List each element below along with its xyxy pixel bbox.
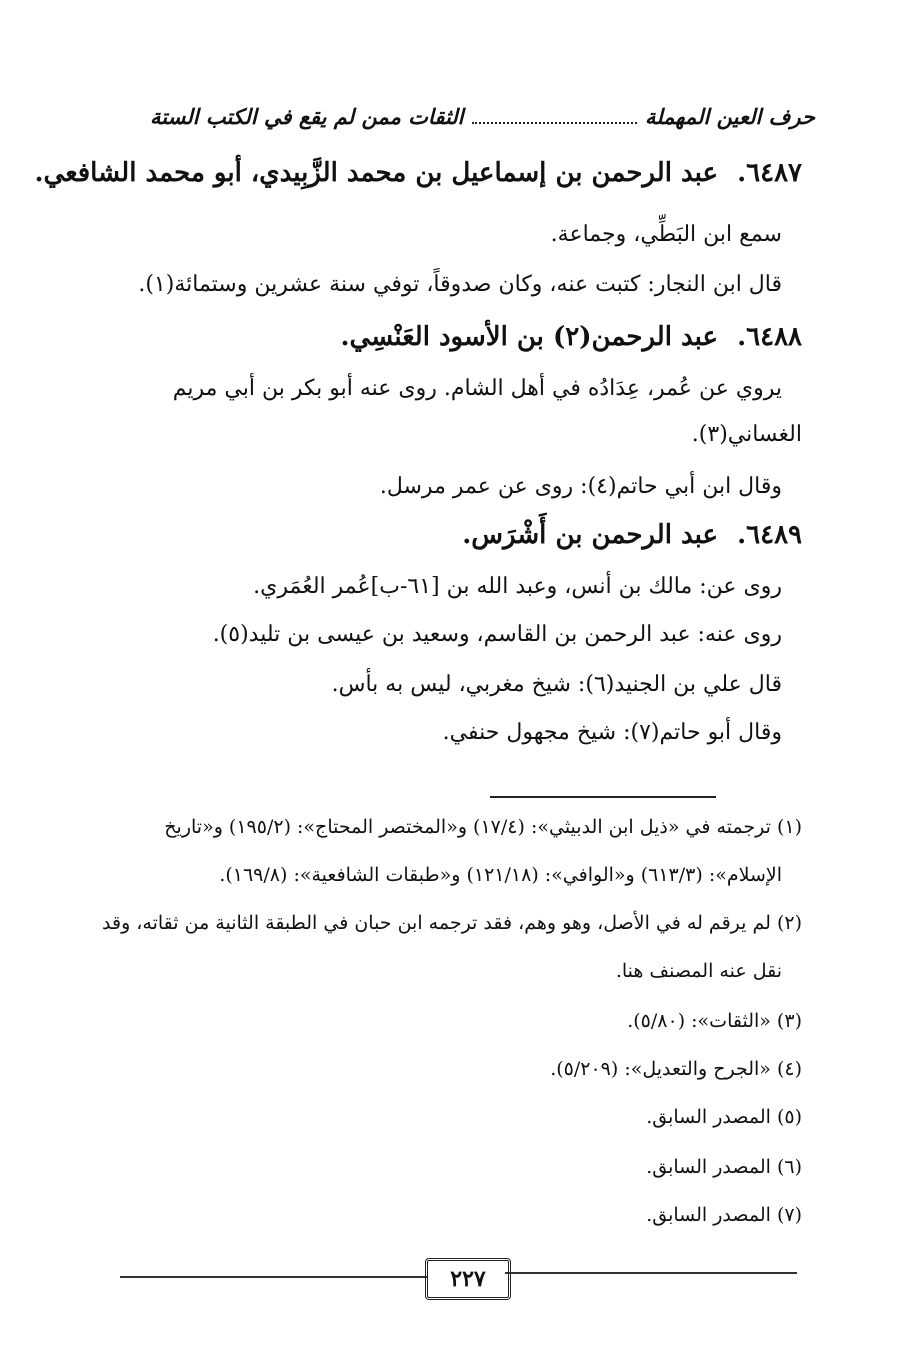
entry-number: ٦٤٨٩. <box>737 520 802 550</box>
header-chapter: حرف العين المهملة <box>644 103 815 129</box>
footnote-line: (٣) «الثقات»: (٥/٨٠). <box>627 1010 802 1032</box>
entry-number: ٦٤٨٨. <box>737 322 802 352</box>
entry-line: روى عن: مالك بن أنس، وعبد الله بن [٦١-ب]عُمر العُمَري. <box>253 574 782 599</box>
footnote-line: (٥) المصدر السابق. <box>646 1106 802 1128</box>
entry-heading <box>120 322 802 352</box>
entry-line: وقال ابن أبي حاتم(٤): روى عن عمر مرسل. <box>379 474 782 499</box>
header-dots <box>472 122 637 124</box>
entry-name: عبد الرحمن بن أَشْرَس. <box>462 520 718 550</box>
page-rule-right <box>505 1272 797 1274</box>
entry-line: قال علي بن الجنيد(٦): شيخ مغربي، ليس به بأس. <box>331 672 782 697</box>
footnote-line: (٤) «الجرح والتعديل»: (٥/٢٠٩). <box>550 1058 802 1080</box>
page-rule-left <box>120 1276 428 1278</box>
entry-line: روى عنه: عبد الرحمن بن القاسم، وسعيد بن عيسى بن تليد(٥). <box>212 622 782 647</box>
entry-line: الغساني(٣). <box>691 422 802 447</box>
entry-line: قال ابن النجار: كتبت عنه، وكان صدوقاً، توفي سنة عشرين وستمائة(١). <box>138 272 782 297</box>
footnote-line: (١) ترجمته في «ذيل ابن الدبيثي»: (١٧/٤) و«المختصر المحتاج»: (١٩٥/٢) و«تاريخ <box>164 816 802 838</box>
page-number: ٢٢٧ <box>425 1258 511 1300</box>
footnote-separator <box>490 796 716 798</box>
footnote-line: الإسلام»: (٦١٣/٣) و«الوافي»: (١٢١/١٨) و«طبقات الشافعية»: (١٦٩/٨). <box>219 864 782 886</box>
entry-heading <box>34 158 802 188</box>
entry-heading <box>120 520 802 550</box>
footnote-line: (٢) لم يرقم له في الأصل، وهو وهم، فقد ترجمه ابن حبان في الطبقة الثانية من ثقاته، وقد <box>102 912 802 934</box>
entry-name: عبد الرحمن بن إسماعيل بن محمد الزَّبِيدي، أبو محمد الشافعي. <box>34 158 718 188</box>
footnote-line: (٦) المصدر السابق. <box>646 1156 802 1178</box>
footnote-line: (٧) المصدر السابق. <box>646 1204 802 1226</box>
header-book-title: الثقات ممن لم يقع في الكتب الستة <box>150 103 464 129</box>
entry-name: عبد الرحمن(٢) بن الأسود العَنْسِي. <box>340 322 718 352</box>
entry-number: ٦٤٨٧. <box>737 158 802 188</box>
entry-line: يروي عن عُمر، عِدَادُه في أهل الشام. روى عنه أبو بكر بن أبي مريم <box>172 376 782 401</box>
entry-line: سمع ابن البَطِّي، وجماعة. <box>550 222 782 247</box>
footnote-line: نقل عنه المصنف هنا. <box>615 960 782 982</box>
running-header <box>150 96 815 136</box>
entry-line: وقال أبو حاتم(٧): شيخ مجهول حنفي. <box>442 720 782 745</box>
